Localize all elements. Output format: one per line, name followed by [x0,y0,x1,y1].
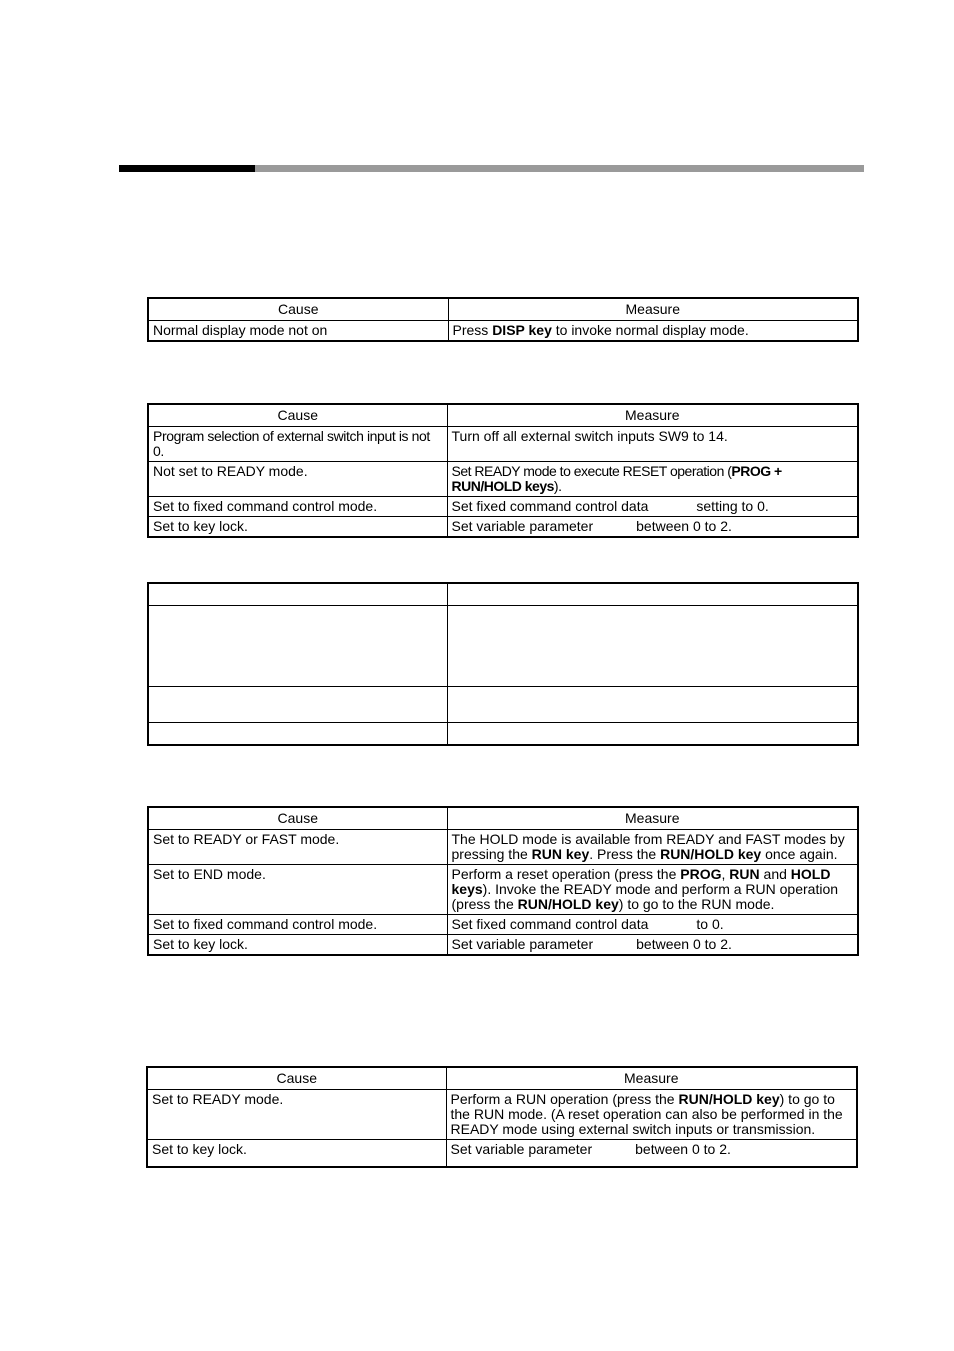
cause-cell: Program selection of external switch input is not 0. [148,427,447,462]
measure-cell: Set variable parameter between 0 to 2. [446,1140,857,1168]
table-row [148,321,858,342]
table-row [148,830,858,865]
cause-header: Cause [148,404,447,427]
empty-cell [148,583,447,606]
table-header-row [148,807,858,830]
cause-cell: Set to fixed command control mode. [148,915,447,935]
table-row [147,1140,857,1168]
measure-cell: Set READY mode to execute RESET operation (PROG + RUN/HOLD keys). [447,462,858,497]
cause-header: Cause [148,807,447,830]
table-row [148,606,858,687]
measure-cell: Turn off all external switch inputs SW9 to 14. [447,427,858,462]
measure-cell: Set fixed command control data setting to 0. [447,497,858,517]
table-header-row [147,1067,857,1090]
table-row [148,915,858,935]
cause-header: Cause [147,1067,446,1090]
empty-cell [447,583,858,606]
measure-cell: Set variable parameter between 0 to 2. [447,935,858,956]
cause-cell: Set to READY mode. [147,1090,446,1140]
header-rule-gray [255,165,864,172]
empty-cell [447,687,858,723]
measure-header: Measure [446,1067,857,1090]
troubleshoot-table-3 [147,582,859,746]
cause-cell: Not set to READY mode. [148,462,447,497]
cause-cell: Normal display mode not on [148,321,448,342]
header-rule-black [119,165,255,172]
table-header-row [148,298,858,321]
troubleshoot-table-2 [147,403,859,538]
measure-cell: Press DISP key to invoke normal display mode. [448,321,858,342]
empty-cell [148,606,447,687]
measure-cell: The HOLD mode is available from READY and FAST modes by pressing the RUN key. Press the RUN/HOLD key once again. [447,830,858,865]
measure-header: Measure [447,404,858,427]
cause-cell: Set to END mode. [148,865,447,915]
cause-cell: Set to key lock. [147,1140,446,1168]
troubleshoot-table-1 [147,297,859,342]
cause-cell: Set to key lock. [148,517,447,538]
table-row [148,427,858,462]
cause-cell: Set to key lock. [148,935,447,956]
empty-cell [447,723,858,746]
table-row [148,865,858,915]
measure-cell: Set variable parameter between 0 to 2. [447,517,858,538]
empty-cell [148,687,447,723]
measure-header: Measure [448,298,858,321]
measure-header: Measure [447,807,858,830]
empty-cell [148,723,447,746]
empty-cell [447,606,858,687]
table-row [148,935,858,956]
cause-cell: Set to READY or FAST mode. [148,830,447,865]
table-header-row [148,404,858,427]
cause-cell: Set to fixed command control mode. [148,497,447,517]
table-row [147,1090,857,1140]
table-row [148,462,858,497]
table-header-row [148,583,858,606]
troubleshoot-table-5 [146,1066,858,1168]
table-row [148,687,858,723]
troubleshoot-table-4 [147,806,859,956]
table-row [148,517,858,538]
measure-cell: Perform a reset operation (press the PROG, RUN and HOLD keys). Invoke the READY mode and perform a RUN operation (press the RUN/HOLD key) to go to the RUN mode. [447,865,858,915]
table-row [148,723,858,746]
measure-cell: Set fixed command control data to 0. [447,915,858,935]
cause-header: Cause [148,298,448,321]
table-row [148,497,858,517]
measure-cell: Perform a RUN operation (press the RUN/HOLD key) to go to the RUN mode. (A reset operation can also be performed in the READY mode using external switch inputs or transmission. [446,1090,857,1140]
